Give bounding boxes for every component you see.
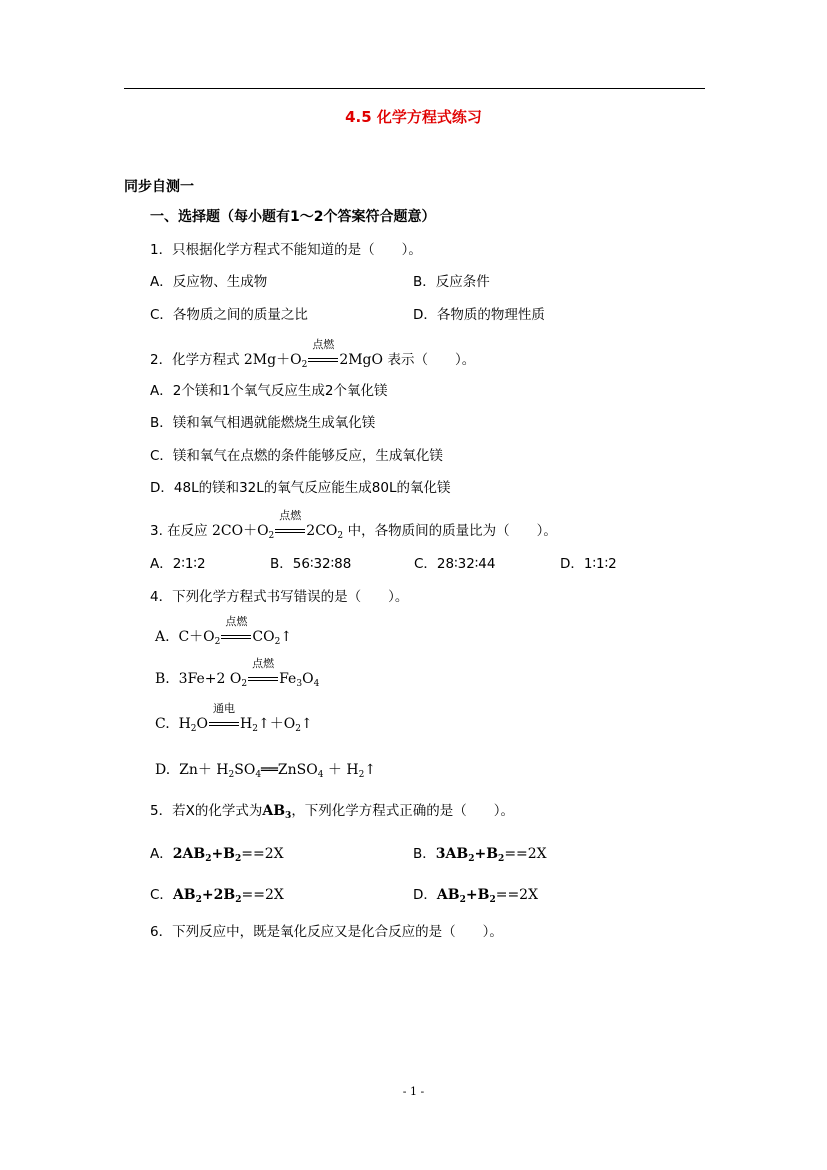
- q4-option-d: D. $Zn+ H_2SO_4══ZnSO_4$ ＋ $H_2↑$: [155, 762, 377, 780]
- page-number: - 1 -: [402, 1085, 425, 1098]
- q5-option-b: B．$3AB_2+B_2==2X$: [413, 846, 547, 864]
- q4-option-a: A. $C+O_2$ 点燃 $CO_2↑$: [155, 615, 293, 647]
- q1-stem: 1．只根据化学方程式不能知道的是（ ）。: [150, 242, 422, 258]
- q3-option-a: A．2∶1∶2: [150, 556, 206, 572]
- q4-option-b: B. 3Fe+2 $O_2$ 点燃 $Fe_3O_4$: [155, 657, 320, 689]
- q3-prefix: 3. 在反应: [150, 523, 208, 539]
- part-heading: 一、选择题（每小题有1～2个答案符合题意）: [150, 209, 436, 225]
- q2-equation: $2Mg+O_2$ 点燃 2MgO: [243, 338, 383, 370]
- q4-option-c: C. $H_2O$ 通电 $H_2↑+O_2↑$: [155, 702, 313, 734]
- section-heading: 同步自测一: [124, 179, 194, 195]
- q1-option-d: D．各物质的物理性质: [413, 307, 545, 323]
- page-title: 4.5 化学方程式练习: [345, 108, 482, 126]
- q2-option-b: B．镁和氧气相遇就能燃烧生成氧化镁: [150, 415, 376, 431]
- q1-option-b: B．反应条件: [413, 274, 490, 290]
- q5-formula: $AB_3$: [262, 803, 292, 821]
- q1-option-c: C．各物质之间的质量之比: [150, 307, 308, 323]
- q5-suffix: ，下列化学方程式正确的是（ ）。: [291, 803, 515, 819]
- q2-option-c: C．镁和氧气在点燃的条件能够反应，生成氧化镁: [150, 448, 443, 464]
- q5-option-d: D．$AB_2+B_2==2X$: [413, 887, 539, 905]
- q5-stem: [150, 799, 514, 819]
- q3-option-d: D．1∶1∶2: [560, 556, 617, 572]
- q3-suffix: 中，各物质间的质量比为（ ）。: [347, 523, 557, 539]
- q1-option-a: A．反应物、生成物: [150, 274, 268, 290]
- q2-prefix: 2．化学方程式: [150, 352, 240, 368]
- q3-option-b: B．56∶32∶88: [270, 556, 352, 572]
- header-rule: [124, 88, 705, 89]
- q3-equation: $2CO+O_2$ 点燃 $2CO_2$: [211, 509, 344, 541]
- q2-stem: [150, 338, 476, 370]
- q3-option-c: C．28∶32∶44: [414, 556, 496, 572]
- q4-stem: 4．下列化学方程式书写错误的是（ ）。: [150, 589, 409, 605]
- q5-option-a: A．$2AB_2+B_2==2X$: [150, 846, 284, 864]
- q6-stem: 6．下列反应中，既是氧化反应又是化合反应的是（ ）。: [150, 924, 503, 940]
- q3-stem: [150, 509, 557, 541]
- q5-prefix: 5．若X的化学式为: [150, 803, 263, 819]
- q2-option-a: A．2个镁和1个氧气反应生成2个氧化镁: [150, 383, 388, 399]
- q2-option-d: D．48L的镁和32L的氧气反应能生成80L的氧化镁: [150, 480, 451, 496]
- q5-option-c: C．$AB_2+2B_2==2X$: [150, 887, 284, 905]
- q2-suffix: 表示（ ）。: [387, 352, 476, 368]
